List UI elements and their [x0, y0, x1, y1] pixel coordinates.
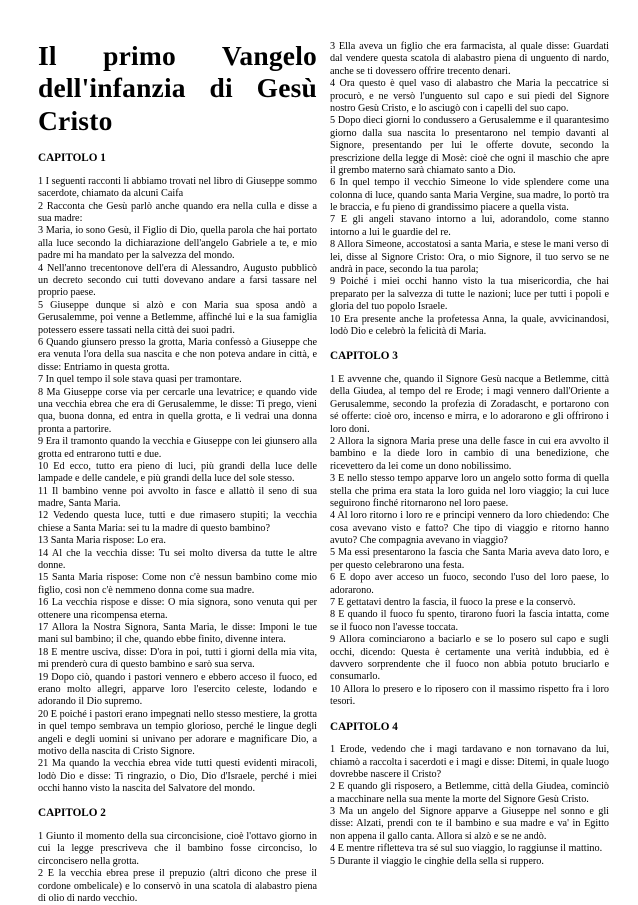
chapter-body — [330, 41, 609, 338]
verse: 3 E nello stesso tempo apparve loro un angelo sotto forma di quella stella che prima era stata la loro guida nel loro viaggio; la cui luce seguirono finché ritornarono nel loro paese. — [330, 473, 609, 509]
verse: 12 Vedendo questa luce, tutti e due rimasero stupiti; la vecchia chiese a Santa Maria: sei tu la madre di questo bambino? — [38, 510, 317, 534]
verse: 10 Ed ecco, tutto era pieno di luci, più grandi della luce delle lampade e delle candele, e più grandi della luce del sole stesso. — [38, 460, 317, 485]
right-column — [330, 41, 609, 868]
verse: 11 Il bambino venne poi avvolto in fasce e allattò il seno di sua madre, Santa Maria. — [38, 485, 317, 510]
verse: 1 I seguenti racconti li abbiamo trovati nel libro di Giuseppe sommo sacerdote, chiamato da alcuni Caifa — [38, 175, 317, 200]
verse: 2 Racconta che Gesù parlò anche quando era nella culla e disse a sua madre: — [38, 200, 317, 225]
verse: 5 Ma essi presentarono la fascia che Santa Maria aveva dato loro, e per questo celebrarono una festa. — [330, 547, 609, 571]
document-title: Il primo Vangelo dell'infanzia di Gesù Cristo — [38, 40, 317, 136]
verse: 10 Era presente anche la profetessa Anna, la quale, avvicinandosi, lodò Dio e celebrò la felicità di Maria. — [330, 313, 609, 337]
verse: 19 Dopo ciò, quando i pastori vennero e ebbero acceso il fuoco, ed erano molto allegri, apparve loro l'esercito celeste, lodando e adorando il Dio supremo. — [38, 671, 317, 708]
verse: 2 E quando gli risposero, a Betlemme, città della Giudea, cominciò a macchinare nella sua mente la morte del Signore Gesù Cristo. — [330, 781, 609, 805]
verse: 4 Al loro ritorno i loro re e principi vennero da loro chiedendo: Che cosa avevano visto e fatto? Che tipo di viaggio e ritorno hanno avuto? Che compagnia avevano in viaggio? — [330, 510, 609, 547]
verse: 7 In quel tempo il sole stava quasi per tramontare. — [38, 374, 242, 386]
verse: 5 Durante il viaggio le cinghie della sella si ruppero. — [330, 855, 544, 867]
chapter-heading: CAPITOLO 3 — [330, 350, 398, 363]
chapter-body — [38, 176, 317, 796]
verse: 8 Ma Giuseppe corse via per cercarle una levatrice; e quando vide una vecchia ebrea che era di Gerusalemme, le disse: Ti prego, vieni qua, buona donna, ed entra in quella grotta, e lì vedrai una donna pronta a partorire. — [38, 386, 317, 435]
chapter-heading: CAPITOLO 4 — [330, 720, 398, 733]
verse: 7 E gettatavi dentro la fascia, il fuoco la prese e la conservò. — [330, 597, 576, 609]
verse: 1 Erode, vedendo che i magi tardavano e non tornavano da lui, chiamò a raccolta i sacerdoti e i magi e disse: Ditemi, in quale luogo dovrebbe nascere il Cristo? — [330, 744, 609, 780]
verse: 6 Quando giunsero presso la grotta, Maria confessò a Giuseppe che era venuta l'ora della sua nascita e che non poteva andare in città, e disse: Entriamo in questa grotta. — [38, 337, 317, 373]
verse: 1 Giunto il momento della sua circoncisione, cioè l'ottavo giorno in cui la legge prescriveva che il bambino fosse circonciso, lo circoncisero nella grotta. — [38, 831, 317, 867]
verse: 9 Era il tramonto quando la vecchia e Giuseppe con lei giunsero alla grotta ed entrarono tutti e due. — [38, 436, 317, 460]
verse: 3 Ella aveva un figlio che era farmacista, al quale disse: Guardati dal vendere questa scatola di alabastro piena di unguento di nardo, anche se ti dovessero offrire trecento denari. — [330, 41, 609, 77]
verse: 14 Al che la vecchia disse: Tu sei molto diversa da tutte le altre donne. — [38, 547, 317, 572]
verse: 16 La vecchia rispose e disse: O mia signora, sono venuta qui per ottenere una ricompensa eterna. — [38, 597, 317, 621]
chapter-body — [38, 831, 317, 905]
verse: 4 Ora questo è quel vaso di alabastro che Maria la peccatrice si procurò, e ne versò l'unguento sul capo e sui piedi del Signore nostro Gesù Cristo, e lo asciugò con i capelli del suo capo. — [330, 78, 609, 114]
verse: 6 E dopo aver acceso un fuoco, secondo l'uso del loro paese, lo adorarono. — [330, 572, 609, 596]
verse: 13 Santa Maria rispose: Lo era. — [38, 535, 166, 547]
verse: 5 Giuseppe dunque si alzò e con Maria sua sposa andò a Gerusalemme, poi venne a Betlemme, affinché lui e la sua famiglia potessero essere tassati nella città dei suoi padri. — [38, 299, 317, 336]
verse: 18 E mentre usciva, disse: D'ora in poi, tutti i giorni della mia vita, mi prenderò cura di questo bambino e sarò sua serva. — [38, 646, 317, 671]
verse: 5 Dopo dieci giorni lo condussero a Gerusalemme e il quarantesimo giorno dalla sua nascita lo presentarono nel tempio davanti al Signore, presentando per lui le offerte dovute, secondo la prescrizione della legge di Mosè: cioè che ogni il maschio che apre il grembo materno sarà chiamato santo a Dio. — [330, 115, 609, 176]
verse: 17 Allora la Nostra Signora, Santa Maria, le disse: Imponi le tue mani sul bambino; il che, quando ebbe finito, divenne intera. — [38, 621, 317, 646]
verse: 20 E poiché i pastori erano impegnati nello stesso mestiere, la grotta in quel tempo sembrava un tempio glorioso, perché le lingue degli angeli e degli uomini si univano per adorare e magnificare Dio, a motivo della nascita di Cristo Signore. — [38, 708, 317, 757]
verse: 8 E quando il fuoco fu spento, tirarono fuori la fascia intatta, come se il fuoco non l'avesse toccata. — [330, 609, 609, 633]
verse: 2 E la vecchia ebrea prese il prepuzio (altri dicono che prese il cordone ombelicale) e lo conservò in una scatola di alabastro piena di olio di nardo vecchio. — [38, 868, 317, 905]
verse: 21 Ma quando la vecchia ebrea vide tutti questi evidenti miracoli, lodò Dio e disse: Ti ringrazio, o Dio, Dio d'Israele, perché i miei occhi hanno visto la nascita del Salvatore del mondo. — [38, 758, 317, 795]
verse: 8 Allora Simeone, accostatosi a santa Maria, e stese le mani verso di lei, disse al Signore Cristo: Ora, o mio Signore, il tuo servo se ne andrà in pace, secondo la tua parola; — [330, 239, 609, 276]
verse: 9 Allora cominciarono a baciarlo e se lo posero sul capo e sugli occhi, dicendo: Questa è certamente una verità indubbia, ed è davvero sorprendente che il fuoco non abbia potuto bruciarlo e consumarlo. — [330, 634, 609, 683]
verse: 4 Nell'anno trecentonove dell'era di Alessandro, Augusto pubblicò un decreto secondo cui tutti dovevano andare a farsi tassare nel proprio paese. — [38, 262, 317, 299]
verse: 7 E gli angeli stavano intorno a lui, adorandolo, come stanno intorno a lui le guardie del re. — [330, 214, 609, 238]
left-column — [38, 40, 317, 905]
verse: 6 In quel tempo il vecchio Simeone lo vide splendere come una colonna di luce, quando santa Maria Vergine, sua madre, lo portò tra le braccia, e fu pieno di grandissimo piacere a quella vista. — [330, 177, 609, 214]
verse: 10 Allora lo presero e lo riposero con il massimo rispetto fra i loro tesori. — [330, 683, 609, 708]
verse: 2 Allora la signora Maria prese una delle fasce in cui era avvolto il bambino e la diede loro in cambio di una benedizione, che ricevettero da lei come un dono nobilissimo. — [330, 435, 609, 472]
verse: 4 E mentre rifletteva tra sé sul suo viaggio, lo raggiunse il mattino. — [330, 843, 603, 855]
verse: 15 Santa Maria rispose: Come non c'è nessun bambino come mio figlio, così non c'è nemmeno donna come sua madre. — [38, 572, 317, 596]
verse: 9 Poiché i miei occhi hanno visto la tua misericordia, che hai preparato per la salvezza di tutte le nazioni; luce per tutti i popoli e gloria del tuo popolo Israele. — [330, 276, 609, 313]
chapter-body — [330, 374, 609, 709]
verse: 3 Ma un angelo del Signore apparve a Giuseppe nel sonno e gli disse: Alzati, prendi con te il bambino e sua madre e va' in Egitto non appena il gallo canta. Allora si alzò e se ne andò. — [330, 806, 609, 842]
verse: 1 E avvenne che, quando il Signore Gesù nacque a Betlemme, città della Giudea, al tempo del re Erode; i magi vennero dall'Oriente a Gerusalemme, secondo la profezia di Zoradascht, e portarono con sé offerte: cioè oro, incenso e mirra, e lo adorarono e gli offrirono i loro doni. — [330, 373, 609, 435]
chapter-body — [330, 744, 609, 868]
verse: 3 Maria, io sono Gesù, il Figlio di Dio, quella parola che hai portato alla luce secondo la dichiarazione dell'angelo Gabriele a te, e mio padre mi ha mandato per la salvezza del mondo. — [38, 225, 317, 262]
chapter-heading: CAPITOLO 2 — [38, 807, 106, 820]
chapter-heading: CAPITOLO 1 — [38, 152, 106, 165]
